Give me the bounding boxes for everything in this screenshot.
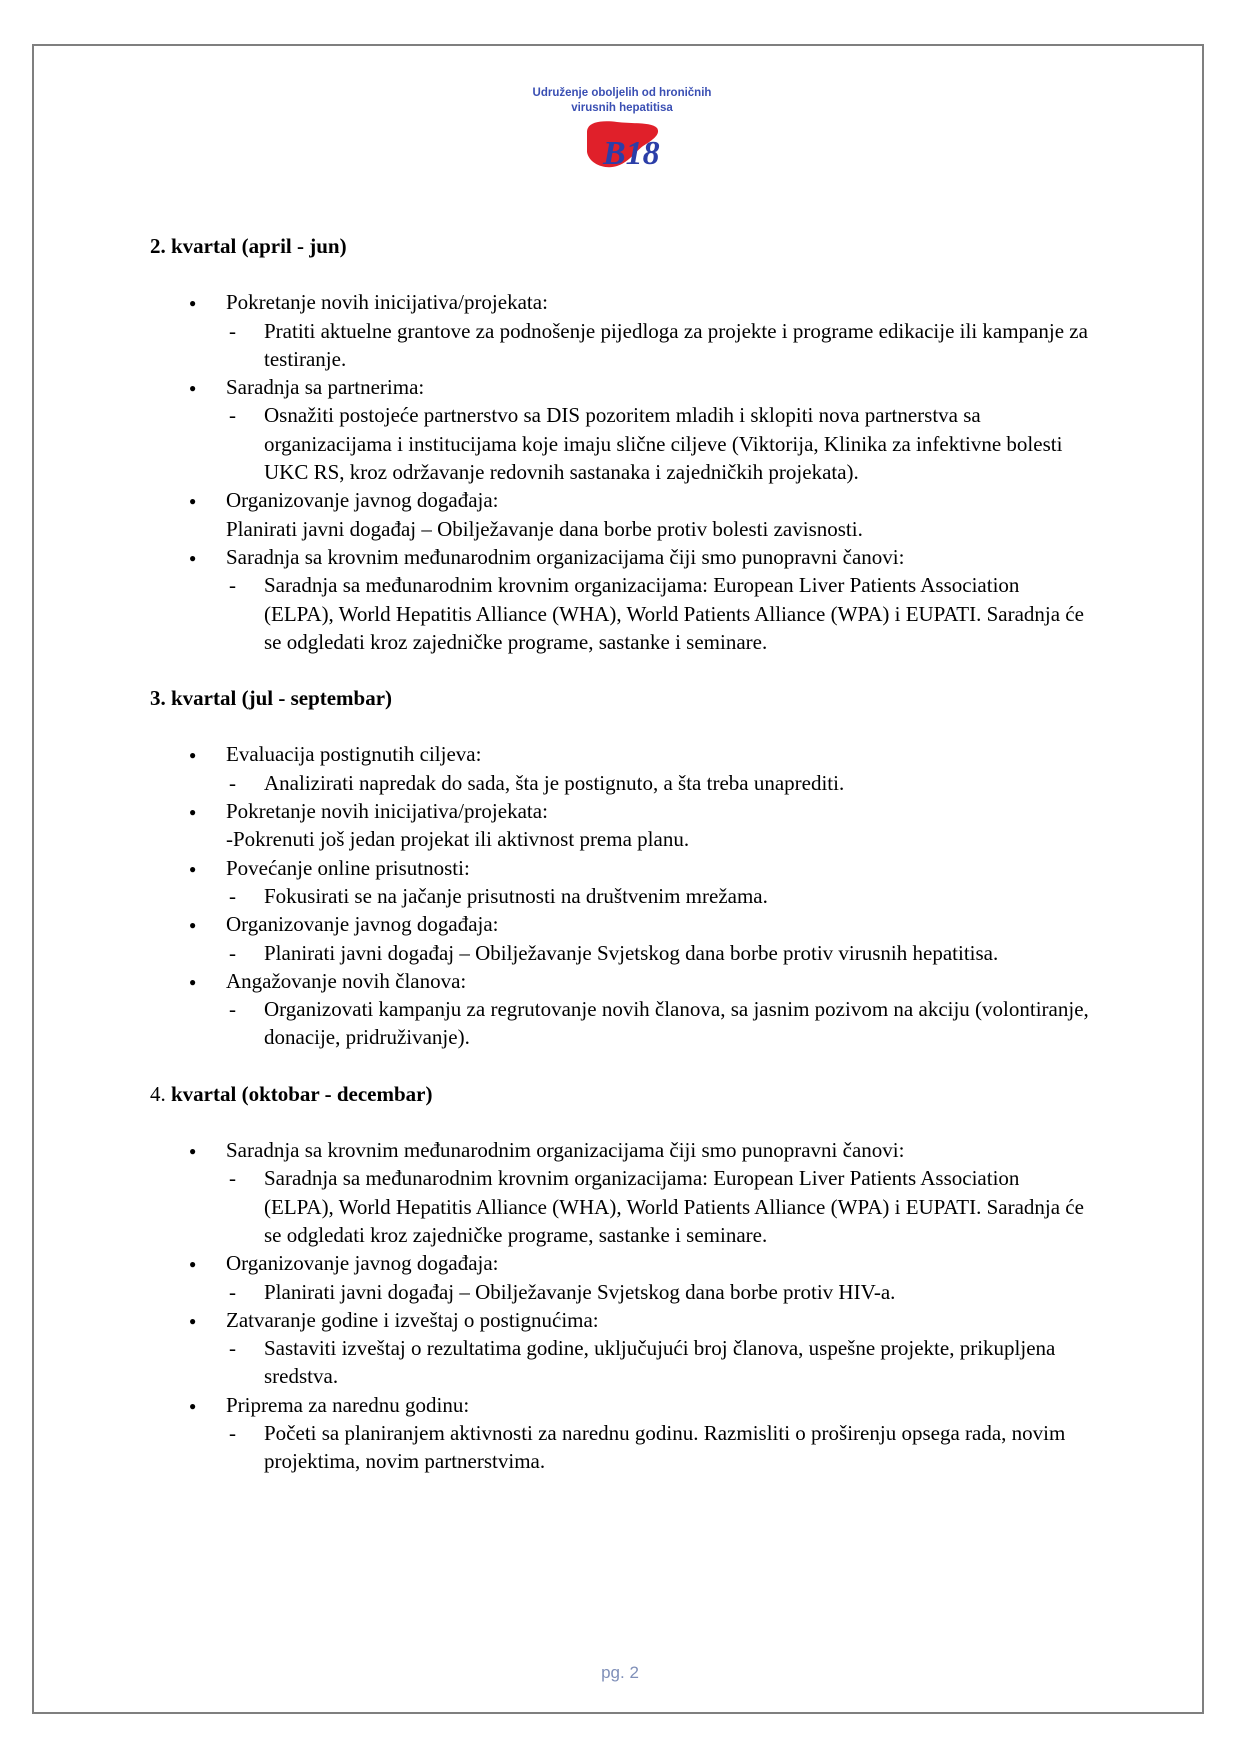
dash-item: - Sastaviti izveštaj o rezultatima godine, uključujući broj članova, uspešne projekte, prikupljena sredstva. [226,1334,1090,1391]
dash-item: - Planirati javni događaj – Obilježavanje Svjetskog dana borbe protiv HIV-a. [226,1278,1090,1306]
bullet-item [150,797,1090,854]
dash-item: - Saradnja sa međunarodnim krovnim organizacijama: European Liver Patients Association (ELPA), World Hepatitis Alliance (WHA), World Patients Alliance (WPA) i EUPATI. Saradnja će se odgledati kroz zajedničke programe, sastanke i seminare. [226,571,1090,656]
dash-list [226,401,1090,486]
bullet-label: ● Saradnja sa partnerima: [226,375,425,400]
dash-item: - Početi sa planiranjem aktivnosti za narednu godinu. Razmisliti o proširenju opsega rada, novim projektima, novim partnerstvima. [226,1419,1090,1476]
dash-list [226,1334,1090,1391]
bullet-label: ● Povećanje online prisutnosti: [226,855,470,880]
organization-logo [522,86,722,178]
logo-line-2: virusnih hepatitisa [571,102,673,114]
dash-item: - Saradnja sa međunarodnim krovnim organizacijama: European Liver Patients Association (ELPA), World Hepatitis Alliance (WHA), World Patients Alliance (WPA) i EUPATI. Saradnja će se odgledati kroz zajedničke programe, sastanke i seminare. [226,1164,1090,1249]
bullet-item [150,910,1090,967]
quarter-heading [150,232,1090,260]
liver-logo-icon [581,118,663,174]
dash-item: - Planirati javni događaj – Obilježavanje Svjetskog dana borbe protiv virusnih hepatitisa. [226,939,1090,967]
page-number: pg. 2 [601,1663,639,1682]
bullet-item [150,373,1090,486]
quarter-number: 3. [150,686,166,711]
dash-item: - Osnažiti postojeće partnerstvo sa DIS pozoritem mladih i sklopiti nova partnerstva sa organizacijama i institucijama koje imaju slične ciljeve (Viktorija, Klinika za infektivne bolesti UKC RS, kroz održavanje redovnih sastanaka i zajedničkih projekata). [226,401,1090,486]
document-body [150,232,1090,1504]
bullet-item [150,967,1090,1052]
bullet-label: ● Zatvaranje godine i izveštaj o postignućima: [226,1307,599,1332]
quarter-heading [150,1080,1090,1108]
bullet-list [150,1136,1090,1476]
bullet-item [150,1306,1090,1391]
bullet-label: ● Priprema za narednu godinu: [226,1392,470,1417]
bullet-label: ● Angažovanje novih članova: [226,968,467,993]
dash-list [226,571,1090,656]
bullet-item [150,1136,1090,1249]
bullet-label: ● Pokretanje novih inicijativa/projekata: [226,290,548,315]
bullet-item [150,740,1090,797]
dash-list [226,995,1090,1052]
bullet-label: ● Pokretanje novih inicijativa/projekata: [226,799,548,824]
quarter-title: kvartal (jul - septembar) [171,686,393,711]
quarter-title: kvartal (oktobar - decembar) [171,1081,433,1106]
bullet-label: ● Organizovanje javnog događaja: [226,1251,499,1276]
bullet-label: ● Evaluacija postignutih ciljeva: [226,742,482,767]
bullet-item [150,288,1090,373]
bullet-detail: Planirati javni događaj – Obilježavanje dana borbe protiv bolesti zavisnosti. [226,516,863,541]
dash-list [226,882,1090,910]
dash-list [226,317,1090,374]
bullet-item [150,543,1090,656]
bullet-item [150,1249,1090,1306]
dash-item: - Fokusirati se na jačanje prisutnosti na društvenim mrežama. [226,882,1090,910]
logo-line-1: Udruženje oboljelih od hroničnih [532,87,712,99]
bullet-label: ● Saradnja sa krovnim međunarodnim organizacijama čiji smo punopravni čanovi: [226,1138,905,1163]
bullet-item [150,1391,1090,1476]
bullet-list [150,288,1090,656]
quarter-title: kvartal (april - jun) [171,234,347,258]
bullet-item [150,486,1090,543]
bullet-item [150,854,1090,911]
quarter-heading [150,684,1090,712]
dash-list [226,939,1090,967]
quarter-number: 2. [150,234,166,258]
dash-item: - Pratiti aktuelne grantove za podnošenje pijedloga za projekte i programe edikacije ili kampanje za testiranje. [226,317,1090,374]
dash-item: - Organizovati kampanju za regrutovanje novih članova, sa jasnim pozivom na akciju (volontiranje, donacije, pridruživanje). [226,995,1090,1052]
bullet-label: ● Saradnja sa krovnim međunarodnim organizacijama čiji smo punopravni čanovi: [226,544,905,569]
quarter-number: 4. [150,1081,166,1106]
dash-list [226,1419,1090,1476]
logo-mark: B18 [603,135,660,172]
dash-list [226,1278,1090,1306]
quarter-section [150,232,1090,656]
dash-list [226,769,1090,797]
bullet-label: ● Organizovanje javnog događaja: [226,912,499,937]
quarter-section [150,1080,1090,1476]
dash-list [226,1164,1090,1249]
bullet-list [150,740,1090,1051]
bullet-label: ● Organizovanje javnog događaja: [226,488,499,513]
quarter-section [150,684,1090,1052]
bullet-detail: -Pokrenuti još jedan projekat ili aktivnost prema planu. [226,827,690,852]
dash-item: - Analizirati napredak do sada, šta je postignuto, a šta treba unaprediti. [226,769,1090,797]
